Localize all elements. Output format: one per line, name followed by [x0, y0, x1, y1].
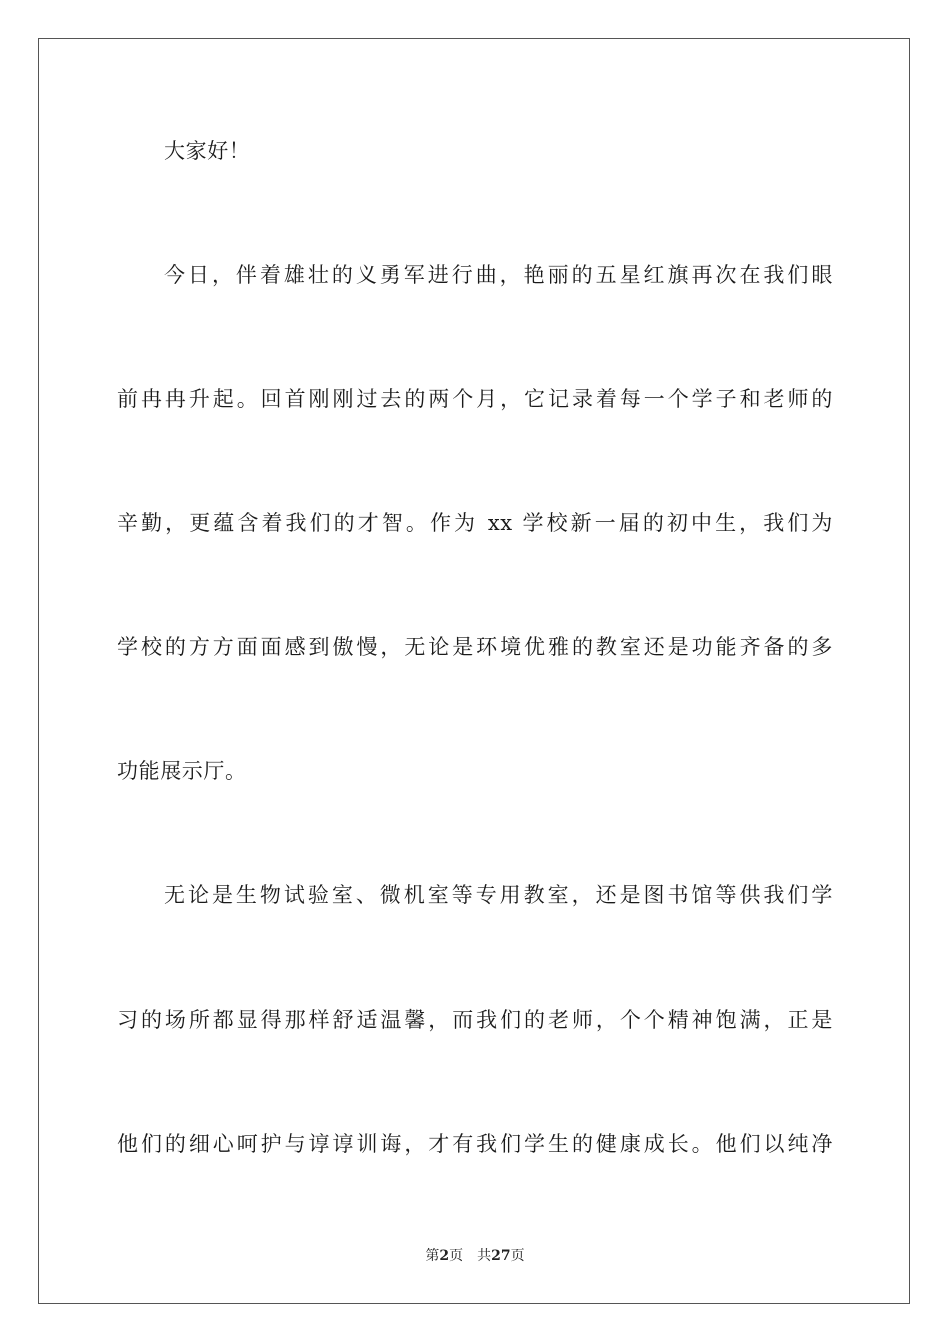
paragraph-2-line-1: 无论是生物试验室、微机室等专用教室，还是图书馆等供我们学 — [164, 883, 833, 907]
page-border — [38, 38, 910, 1304]
paragraph-1-line-5: 功能展示厅。 — [117, 759, 247, 783]
paragraph-1-line-1: 今日，伴着雄壮的义勇军进行曲，艳丽的五星红旗再次在我们眼 — [164, 263, 833, 287]
footer-total-suffix: 页 — [510, 1248, 525, 1264]
paragraph-1-line-4: 学校的方方面面感到傲慢，无论是环境优雅的教室还是功能齐备的多 — [117, 635, 833, 659]
greeting-line: 大家好！ — [164, 139, 251, 163]
paragraph-2-line-2: 习的场所都显得那样舒适温馨，而我们的老师，个个精神饱满，正是 — [117, 1008, 833, 1032]
page-footer — [0, 1247, 950, 1265]
footer-total-prefix: 共 — [477, 1248, 492, 1264]
paragraph-2-line-3: 他们的细心呵护与谆谆训诲，才有我们学生的健康成长。他们以纯净 — [117, 1132, 833, 1156]
footer-page-number: 2 — [439, 1248, 450, 1264]
footer-page-prefix: 第 — [425, 1248, 440, 1264]
paragraph-1-line-2: 前冉冉升起。回首刚刚过去的两个月，它记录着每一个学子和老师的 — [117, 387, 833, 411]
footer-total-pages: 27 — [491, 1248, 511, 1264]
paragraph-1-line-3: 辛勤，更蕴含着我们的才智。作为 xx 学校新一届的初中生，我们为 — [117, 511, 833, 535]
footer-page-suffix: 页 — [449, 1248, 464, 1264]
